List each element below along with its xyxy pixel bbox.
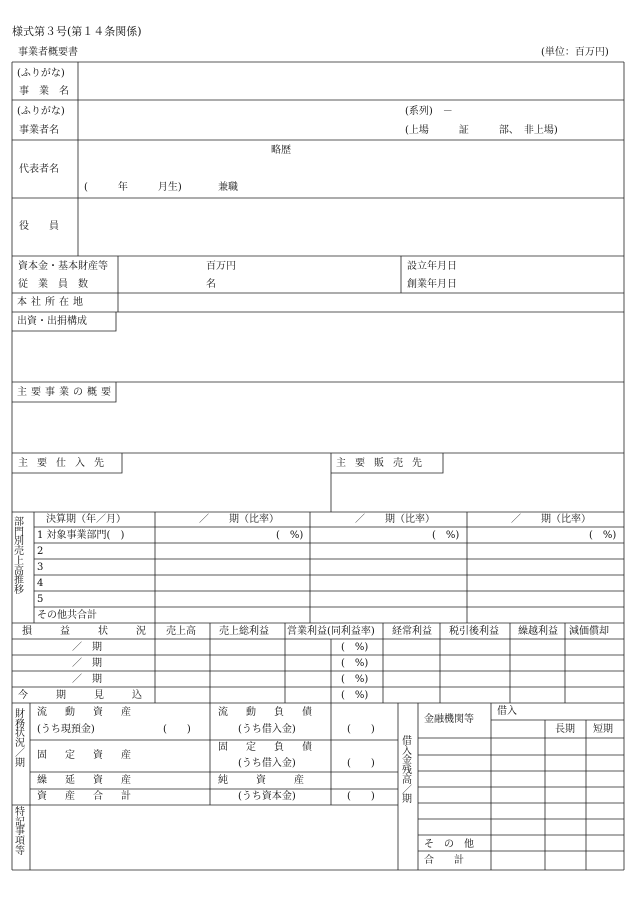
- business-name-label: 事 業 名: [19, 86, 69, 97]
- net-assets-label: 純 資 産: [218, 775, 313, 786]
- cash-label: (うち現預金): [37, 724, 95, 735]
- pl-col-gross-profit: 売上総利益: [219, 626, 269, 637]
- pl-pct-4: ( %): [341, 690, 369, 701]
- period-col-2: ／ 期（比率）: [355, 514, 435, 525]
- loan-balance-side-label: 借入金残高／期: [402, 736, 412, 806]
- borrowings-paren-1: ( ): [347, 724, 375, 735]
- fixed-liabilities-label: 固 定 負 債: [218, 742, 316, 753]
- pl-pct-3: ( %): [341, 674, 369, 685]
- cash-paren: ( ): [163, 724, 191, 735]
- pl-row-2: ／ 期: [72, 658, 102, 669]
- furigana-label-1: (ふりがな): [17, 68, 65, 79]
- sales-row-4: 4: [37, 578, 44, 589]
- period-col-1: ／ 期（比率）: [199, 514, 279, 525]
- fixed-assets-label: 固 定 資 産: [37, 750, 135, 761]
- affiliation-label: (系列) －: [405, 106, 453, 117]
- pl-col-sales: 売上高: [166, 626, 196, 637]
- sales-row-2: 2: [37, 546, 44, 557]
- listing-status-label: (上場 証 部、 非上場): [405, 125, 558, 136]
- officers-label: 役 員: [19, 221, 59, 232]
- capital-stock-label: (うち資本金): [238, 791, 296, 802]
- pl-col-retained: 繰越利益: [518, 626, 558, 637]
- total-assets-label: 資 産 合 計: [37, 791, 135, 802]
- sales-row-total: その他共合計: [37, 610, 97, 621]
- customers-label: 主要販売先: [336, 458, 431, 469]
- pl-pct-2: ( %): [341, 658, 369, 669]
- pl-row-3: ／ 期: [72, 674, 102, 685]
- borrowing-header: 借入: [497, 706, 517, 717]
- established-date-label: 設立年月日: [407, 261, 457, 272]
- capital-label: 資本金・基本財産等: [18, 261, 108, 272]
- total-row-label: 合 計: [424, 855, 464, 866]
- document-title: 事業者概要書: [18, 47, 78, 58]
- sales-pct-1: ( %): [276, 530, 304, 541]
- sales-pct-3: ( %): [589, 530, 617, 541]
- lender-header: 金融機関等: [424, 714, 474, 725]
- unit-label: (単位：百万円): [541, 47, 609, 58]
- borrowings-label-1: (うち借入金): [238, 724, 296, 735]
- sales-row-5: 5: [37, 594, 44, 605]
- capital-unit: 百万円: [206, 261, 236, 272]
- deferred-assets-label: 繰 延 資 産: [37, 775, 135, 786]
- sales-row-1: 1 対象事業部門( ): [37, 530, 125, 541]
- pl-header: 損 益 状 況: [22, 626, 155, 637]
- pl-pct-1: ( %): [341, 642, 369, 653]
- employees-unit: 名: [206, 279, 216, 290]
- sales-row-3: 3: [37, 562, 44, 573]
- employees-label: 従 業 員 数: [18, 279, 88, 290]
- investment-label: 出資・出捐構成: [17, 316, 87, 327]
- capital-stock-paren: ( ): [347, 791, 375, 802]
- period-col-3: ／ 期（比率）: [511, 514, 591, 525]
- sales-pct-2: ( %): [432, 530, 460, 541]
- company-name-label: 事業者名: [19, 125, 59, 136]
- current-liabilities-label: 流 動 負 債: [218, 707, 316, 718]
- birth-year-month-label: ( 年 月生): [84, 182, 182, 193]
- others-row-label: そ の 他: [424, 839, 474, 850]
- form-number: 様式第３号(第１４条関係): [12, 25, 142, 38]
- main-business-label: 主要事業の概要: [17, 387, 115, 398]
- representative-label: 代表者名: [19, 164, 59, 175]
- furigana-label-2: (ふりがな): [17, 106, 65, 117]
- suppliers-label: 主要仕入先: [18, 458, 113, 469]
- head-office-label: 本社所在地: [17, 297, 87, 308]
- pl-row-forecast: 今 期 見 込: [18, 690, 151, 701]
- sales-side-label: 部門別売上高推移: [14, 517, 24, 596]
- concurrent-post-label: 兼職: [218, 182, 238, 193]
- pl-col-ordinary-profit: 経常利益: [392, 626, 432, 637]
- founded-date-label: 創業年月日: [407, 279, 457, 290]
- career-label: 略歴: [271, 145, 291, 156]
- pl-col-operating-profit: 営業利益(同利益率): [287, 626, 375, 637]
- pl-row-1: ／ 期: [72, 642, 102, 653]
- pl-col-net-profit: 税引後利益: [449, 626, 499, 637]
- long-term-header: 長期: [555, 724, 575, 735]
- current-assets-label: 流 動 資 産: [37, 707, 135, 718]
- short-term-header: 短期: [593, 724, 613, 735]
- period-header: 決算期（年／月）: [46, 514, 126, 525]
- pl-col-depreciation: 減価償却: [569, 626, 609, 637]
- borrowings-paren-2: ( ): [347, 758, 375, 769]
- notes-side-label: 特記事項等: [15, 807, 25, 857]
- borrowings-label-2: (うち借入金): [238, 758, 296, 769]
- balance-side-label: 財務状況／期: [15, 709, 25, 769]
